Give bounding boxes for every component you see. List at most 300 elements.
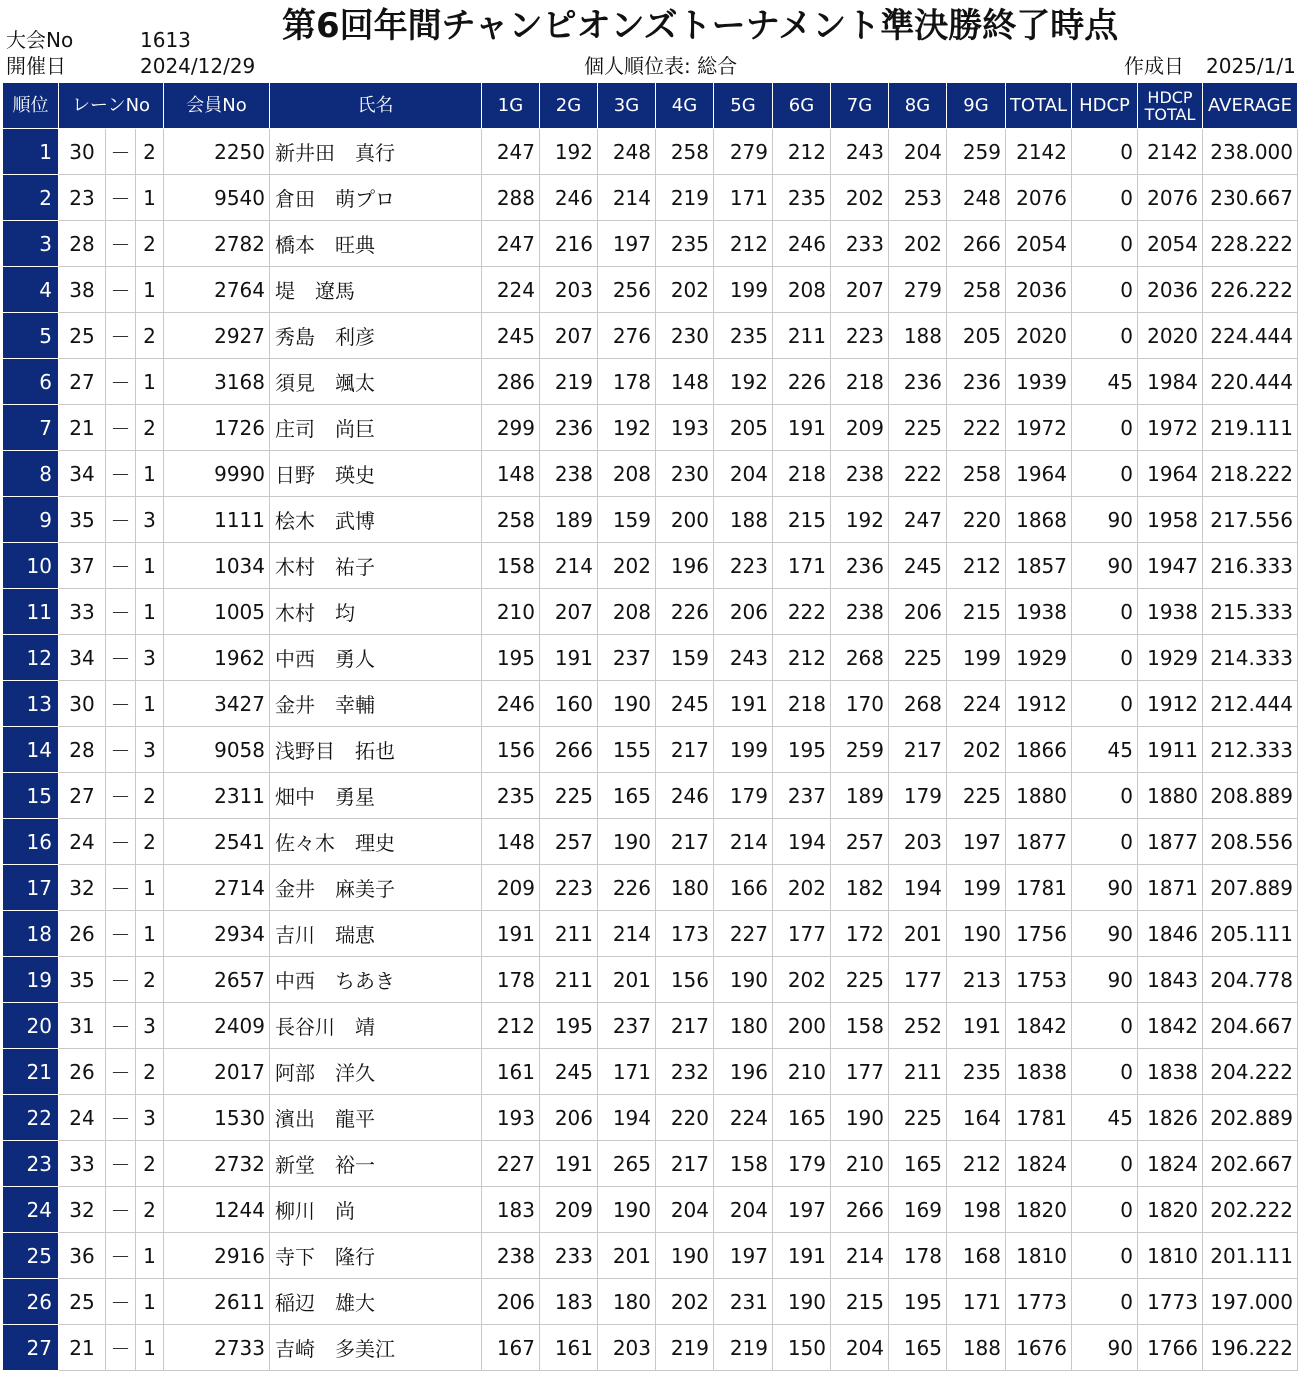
cell-average: 208.556	[1203, 819, 1298, 865]
cell-game-1: 148	[482, 451, 540, 497]
cell-game-7: 170	[831, 681, 889, 727]
cell-game-2: 191	[540, 635, 598, 681]
cell-game-4: 148	[656, 359, 714, 405]
cell-hdcp: 0	[1072, 221, 1138, 267]
cell-game-7: 209	[831, 405, 889, 451]
cell-hdcp: 90	[1072, 957, 1138, 1003]
cell-name: 木村 均	[270, 589, 482, 635]
cell-rank: 4	[3, 267, 59, 313]
cell-lane: 38	[59, 267, 106, 313]
cell-game-6: 212	[773, 635, 831, 681]
cell-lane-separator: －	[106, 405, 136, 451]
cell-game-5: 243	[714, 635, 773, 681]
cell-average: 201.111	[1203, 1233, 1298, 1279]
cell-rank: 23	[3, 1141, 59, 1187]
cell-lane-position: 2	[136, 957, 164, 1003]
cell-game-6: 179	[773, 1141, 831, 1187]
cell-name: 中西 勇人	[270, 635, 482, 681]
cell-lane: 25	[59, 1279, 106, 1325]
cell-lane-separator: －	[106, 359, 136, 405]
cell-hdcp-total: 1912	[1138, 681, 1203, 727]
cell-game-3: 201	[598, 957, 656, 1003]
cell-game-4: 220	[656, 1095, 714, 1141]
cell-hdcp: 0	[1072, 1049, 1138, 1095]
cell-name: 柳川 尚	[270, 1187, 482, 1233]
cell-lane: 30	[59, 681, 106, 727]
cell-rank: 15	[3, 773, 59, 819]
cell-game-2: 203	[540, 267, 598, 313]
cell-rank: 25	[3, 1233, 59, 1279]
cell-hdcp-total: 2076	[1138, 175, 1203, 221]
cell-game-2: 183	[540, 1279, 598, 1325]
cell-total: 1838	[1006, 1049, 1072, 1095]
cell-member-no: 1005	[164, 589, 270, 635]
cell-game-1: 178	[482, 957, 540, 1003]
cell-game-1: 195	[482, 635, 540, 681]
cell-game-3: 155	[598, 727, 656, 773]
col-header-lane: レーンNo	[59, 83, 164, 129]
cell-game-2: 238	[540, 451, 598, 497]
cell-game-2: 209	[540, 1187, 598, 1233]
col-header-4g: 4G	[656, 83, 714, 129]
cell-game-2: 189	[540, 497, 598, 543]
table-header-row	[3, 83, 1298, 129]
table-row	[3, 1187, 1298, 1233]
cell-game-3: 171	[598, 1049, 656, 1095]
cell-member-no: 9058	[164, 727, 270, 773]
cell-lane: 25	[59, 313, 106, 359]
cell-lane: 24	[59, 819, 106, 865]
col-header-1g: 1G	[482, 83, 540, 129]
cell-game-4: 245	[656, 681, 714, 727]
cell-game-4: 230	[656, 313, 714, 359]
table-row	[3, 1325, 1298, 1371]
cell-game-7: 238	[831, 451, 889, 497]
table-row	[3, 359, 1298, 405]
cell-game-7: 210	[831, 1141, 889, 1187]
cell-member-no: 1111	[164, 497, 270, 543]
cell-game-3: 190	[598, 681, 656, 727]
cell-member-no: 2409	[164, 1003, 270, 1049]
cell-member-no: 1726	[164, 405, 270, 451]
cell-game-8: 177	[889, 957, 947, 1003]
cell-lane: 32	[59, 1187, 106, 1233]
cell-game-5: 171	[714, 175, 773, 221]
cell-game-4: 246	[656, 773, 714, 819]
cell-lane-separator: －	[106, 1003, 136, 1049]
cell-game-8: 202	[889, 221, 947, 267]
cell-hdcp: 0	[1072, 1279, 1138, 1325]
cell-game-9: 205	[947, 313, 1006, 359]
cell-game-7: 233	[831, 221, 889, 267]
cell-game-2: 191	[540, 1141, 598, 1187]
cell-game-8: 252	[889, 1003, 947, 1049]
cell-lane: 36	[59, 1233, 106, 1279]
cell-hdcp-total: 1773	[1138, 1279, 1203, 1325]
created-label: 作成日	[1124, 54, 1184, 78]
cell-game-9: 215	[947, 589, 1006, 635]
cell-game-9: 199	[947, 865, 1006, 911]
cell-game-2: 160	[540, 681, 598, 727]
cell-game-7: 215	[831, 1279, 889, 1325]
cell-lane-position: 2	[136, 1141, 164, 1187]
cell-game-4: 217	[656, 1141, 714, 1187]
cell-hdcp: 45	[1072, 1095, 1138, 1141]
created-date: 2025/1/1	[1206, 54, 1296, 78]
cell-name: 須見 颯太	[270, 359, 482, 405]
cell-hdcp-total: 1810	[1138, 1233, 1203, 1279]
cell-member-no: 2916	[164, 1233, 270, 1279]
cell-game-5: 223	[714, 543, 773, 589]
cell-game-6: 191	[773, 405, 831, 451]
cell-game-8: 203	[889, 819, 947, 865]
cell-hdcp-total: 2036	[1138, 267, 1203, 313]
table-row	[3, 635, 1298, 681]
cell-game-4: 235	[656, 221, 714, 267]
table-row	[3, 175, 1298, 221]
cell-member-no: 2714	[164, 865, 270, 911]
cell-lane: 33	[59, 1141, 106, 1187]
cell-game-6: 235	[773, 175, 831, 221]
cell-game-6: 237	[773, 773, 831, 819]
cell-game-3: 197	[598, 221, 656, 267]
cell-game-2: 207	[540, 313, 598, 359]
cell-game-8: 217	[889, 727, 947, 773]
cell-game-7: 190	[831, 1095, 889, 1141]
cell-game-2: 233	[540, 1233, 598, 1279]
cell-game-5: 235	[714, 313, 773, 359]
cell-game-5: 188	[714, 497, 773, 543]
cell-lane-position: 3	[136, 727, 164, 773]
cell-game-4: 200	[656, 497, 714, 543]
table-row	[3, 727, 1298, 773]
cell-game-4: 202	[656, 267, 714, 313]
col-header-average: AVERAGE	[1203, 83, 1298, 129]
cell-total: 1938	[1006, 589, 1072, 635]
cell-lane-position: 1	[136, 1325, 164, 1371]
cell-member-no: 2934	[164, 911, 270, 957]
cell-total: 1972	[1006, 405, 1072, 451]
cell-rank: 11	[3, 589, 59, 635]
cell-game-2: 216	[540, 221, 598, 267]
cell-game-1: 245	[482, 313, 540, 359]
cell-game-8: 268	[889, 681, 947, 727]
cell-name: 長谷川 靖	[270, 1003, 482, 1049]
cell-game-1: 238	[482, 1233, 540, 1279]
cell-game-4: 202	[656, 1279, 714, 1325]
cell-lane-separator: －	[106, 1141, 136, 1187]
cell-game-5: 279	[714, 129, 773, 175]
cell-game-2: 192	[540, 129, 598, 175]
cell-game-6: 197	[773, 1187, 831, 1233]
cell-name: 濱出 龍平	[270, 1095, 482, 1141]
col-header-5g: 5G	[714, 83, 773, 129]
cell-game-4: 230	[656, 451, 714, 497]
cell-game-5: 190	[714, 957, 773, 1003]
cell-game-6: 215	[773, 497, 831, 543]
cell-game-3: 208	[598, 451, 656, 497]
cell-lane-separator: －	[106, 175, 136, 221]
cell-game-6: 190	[773, 1279, 831, 1325]
cell-hdcp-total: 1838	[1138, 1049, 1203, 1095]
cell-lane: 28	[59, 221, 106, 267]
cell-game-9: 258	[947, 267, 1006, 313]
cell-game-8: 247	[889, 497, 947, 543]
table-row	[3, 221, 1298, 267]
cell-game-3: 192	[598, 405, 656, 451]
cell-game-7: 225	[831, 957, 889, 1003]
cell-hdcp: 45	[1072, 359, 1138, 405]
cell-game-3: 214	[598, 175, 656, 221]
cell-game-5: 158	[714, 1141, 773, 1187]
cell-game-4: 232	[656, 1049, 714, 1095]
cell-game-4: 219	[656, 1325, 714, 1371]
table-row	[3, 957, 1298, 1003]
cell-game-9: 190	[947, 911, 1006, 957]
cell-game-7: 223	[831, 313, 889, 359]
cell-game-7: 236	[831, 543, 889, 589]
cell-total: 1877	[1006, 819, 1072, 865]
cell-game-6: 246	[773, 221, 831, 267]
cell-game-1: 288	[482, 175, 540, 221]
col-header-2g: 2G	[540, 83, 598, 129]
cell-total: 2020	[1006, 313, 1072, 359]
cell-game-4: 180	[656, 865, 714, 911]
cell-total: 1753	[1006, 957, 1072, 1003]
cell-game-1: 191	[482, 911, 540, 957]
cell-game-8: 222	[889, 451, 947, 497]
cell-average: 204.222	[1203, 1049, 1298, 1095]
cell-lane-separator: －	[106, 497, 136, 543]
cell-rank: 12	[3, 635, 59, 681]
cell-lane-position: 1	[136, 681, 164, 727]
cell-game-2: 195	[540, 1003, 598, 1049]
cell-hdcp: 0	[1072, 681, 1138, 727]
cell-average: 220.444	[1203, 359, 1298, 405]
cell-lane-position: 2	[136, 129, 164, 175]
cell-hdcp: 90	[1072, 543, 1138, 589]
cell-name: 阿部 洋久	[270, 1049, 482, 1095]
cell-game-4: 204	[656, 1187, 714, 1233]
cell-lane: 26	[59, 1049, 106, 1095]
cell-hdcp-total: 1911	[1138, 727, 1203, 773]
cell-lane-separator: －	[106, 1233, 136, 1279]
cell-game-5: 212	[714, 221, 773, 267]
cell-lane-position: 2	[136, 1187, 164, 1233]
cell-average: 196.222	[1203, 1325, 1298, 1371]
cell-rank: 20	[3, 1003, 59, 1049]
cell-rank: 26	[3, 1279, 59, 1325]
cell-game-5: 231	[714, 1279, 773, 1325]
cell-game-8: 165	[889, 1325, 947, 1371]
cell-rank: 16	[3, 819, 59, 865]
cell-total: 1820	[1006, 1187, 1072, 1233]
cell-name: 秀島 利彦	[270, 313, 482, 359]
cell-hdcp: 45	[1072, 727, 1138, 773]
cell-hdcp-total: 2020	[1138, 313, 1203, 359]
cell-game-5: 166	[714, 865, 773, 911]
cell-member-no: 1244	[164, 1187, 270, 1233]
cell-game-9: 198	[947, 1187, 1006, 1233]
cell-hdcp: 0	[1072, 267, 1138, 313]
cell-game-1: 235	[482, 773, 540, 819]
cell-lane-separator: －	[106, 543, 136, 589]
col-header-member-no: 会員No	[164, 83, 270, 129]
cell-average: 226.222	[1203, 267, 1298, 313]
cell-total: 1868	[1006, 497, 1072, 543]
cell-total: 1857	[1006, 543, 1072, 589]
cell-game-6: 210	[773, 1049, 831, 1095]
cell-hdcp-total: 1938	[1138, 589, 1203, 635]
table-row	[3, 313, 1298, 359]
cell-average: 230.667	[1203, 175, 1298, 221]
cell-game-5: 204	[714, 451, 773, 497]
cell-name: 堤 遼馬	[270, 267, 482, 313]
cell-average: 215.333	[1203, 589, 1298, 635]
cell-lane: 31	[59, 1003, 106, 1049]
cell-total: 1781	[1006, 865, 1072, 911]
cell-game-5: 224	[714, 1095, 773, 1141]
cell-name: 庄司 尚巨	[270, 405, 482, 451]
cell-lane-position: 2	[136, 773, 164, 819]
cell-lane-position: 1	[136, 589, 164, 635]
hdcp-total-line2: TOTAL	[1144, 104, 1196, 124]
table-row	[3, 497, 1298, 543]
cell-rank: 9	[3, 497, 59, 543]
cell-game-3: 178	[598, 359, 656, 405]
cell-game-6: 194	[773, 819, 831, 865]
cell-name: 寺下 隆行	[270, 1233, 482, 1279]
col-header-total: TOTAL	[1006, 83, 1072, 129]
cell-hdcp-total: 1964	[1138, 451, 1203, 497]
cell-game-8: 204	[889, 129, 947, 175]
cell-lane-position: 1	[136, 267, 164, 313]
cell-game-2: 207	[540, 589, 598, 635]
cell-average: 202.889	[1203, 1095, 1298, 1141]
cell-game-9: 212	[947, 543, 1006, 589]
cell-game-1: 286	[482, 359, 540, 405]
cell-lane: 26	[59, 911, 106, 957]
cell-game-3: 201	[598, 1233, 656, 1279]
cell-rank: 8	[3, 451, 59, 497]
cell-total: 1880	[1006, 773, 1072, 819]
cell-hdcp-total: 1984	[1138, 359, 1203, 405]
cell-member-no: 2732	[164, 1141, 270, 1187]
cell-average: 207.889	[1203, 865, 1298, 911]
col-header-3g: 3G	[598, 83, 656, 129]
cell-game-3: 165	[598, 773, 656, 819]
cell-game-1: 210	[482, 589, 540, 635]
cell-total: 1939	[1006, 359, 1072, 405]
cell-game-3: 226	[598, 865, 656, 911]
cell-game-7: 182	[831, 865, 889, 911]
cell-game-7: 238	[831, 589, 889, 635]
cell-name: 吉崎 多美江	[270, 1325, 482, 1371]
cell-average: 205.111	[1203, 911, 1298, 957]
cell-game-6: 208	[773, 267, 831, 313]
cell-game-9: 222	[947, 405, 1006, 451]
cell-lane-position: 1	[136, 451, 164, 497]
cell-hdcp-total: 1871	[1138, 865, 1203, 911]
table-row	[3, 1233, 1298, 1279]
cell-game-8: 225	[889, 635, 947, 681]
cell-hdcp: 0	[1072, 129, 1138, 175]
cell-rank: 5	[3, 313, 59, 359]
cell-hdcp-total: 1972	[1138, 405, 1203, 451]
cell-game-1: 161	[482, 1049, 540, 1095]
cell-rank: 22	[3, 1095, 59, 1141]
cell-game-1: 206	[482, 1279, 540, 1325]
cell-lane-position: 2	[136, 221, 164, 267]
table-row	[3, 589, 1298, 635]
cell-game-6: 211	[773, 313, 831, 359]
col-header-name: 氏名	[270, 83, 482, 129]
cell-lane: 23	[59, 175, 106, 221]
cell-rank: 10	[3, 543, 59, 589]
cell-total: 1676	[1006, 1325, 1072, 1371]
cell-game-9: 266	[947, 221, 1006, 267]
cell-game-6: 212	[773, 129, 831, 175]
cell-game-2: 236	[540, 405, 598, 451]
col-header-7g: 7G	[831, 83, 889, 129]
cell-lane-position: 1	[136, 911, 164, 957]
cell-game-1: 299	[482, 405, 540, 451]
table-row	[3, 911, 1298, 957]
cell-average: 238.000	[1203, 129, 1298, 175]
cell-average: 212.333	[1203, 727, 1298, 773]
cell-lane-position: 2	[136, 819, 164, 865]
cell-game-6: 202	[773, 957, 831, 1003]
cell-average: 219.111	[1203, 405, 1298, 451]
cell-total: 2054	[1006, 221, 1072, 267]
cell-game-8: 211	[889, 1049, 947, 1095]
cell-lane-separator: －	[106, 451, 136, 497]
cell-lane-position: 3	[136, 1095, 164, 1141]
cell-hdcp: 90	[1072, 1325, 1138, 1371]
cell-game-1: 158	[482, 543, 540, 589]
cell-member-no: 2017	[164, 1049, 270, 1095]
cell-name: 新井田 真行	[270, 129, 482, 175]
cell-game-5: 199	[714, 267, 773, 313]
cell-game-9: 171	[947, 1279, 1006, 1325]
cell-game-9: 168	[947, 1233, 1006, 1279]
cell-hdcp: 0	[1072, 1141, 1138, 1187]
cell-game-7: 158	[831, 1003, 889, 1049]
cell-game-4: 258	[656, 129, 714, 175]
cell-hdcp: 0	[1072, 635, 1138, 681]
cell-lane-separator: －	[106, 635, 136, 681]
cell-lane: 24	[59, 1095, 106, 1141]
cell-lane-separator: －	[106, 313, 136, 359]
table-row	[3, 865, 1298, 911]
cell-game-2: 161	[540, 1325, 598, 1371]
cell-game-9: 197	[947, 819, 1006, 865]
cell-game-9: 248	[947, 175, 1006, 221]
cell-game-1: 209	[482, 865, 540, 911]
cell-game-2: 211	[540, 957, 598, 1003]
cell-lane-separator: －	[106, 267, 136, 313]
cell-lane-separator: －	[106, 957, 136, 1003]
cell-lane-separator: －	[106, 129, 136, 175]
cell-game-3: 190	[598, 1187, 656, 1233]
cell-hdcp-total: 1877	[1138, 819, 1203, 865]
cell-game-7: 218	[831, 359, 889, 405]
cell-game-4: 196	[656, 543, 714, 589]
cell-game-5: 192	[714, 359, 773, 405]
cell-hdcp: 90	[1072, 497, 1138, 543]
cell-game-8: 169	[889, 1187, 947, 1233]
cell-game-9: 220	[947, 497, 1006, 543]
